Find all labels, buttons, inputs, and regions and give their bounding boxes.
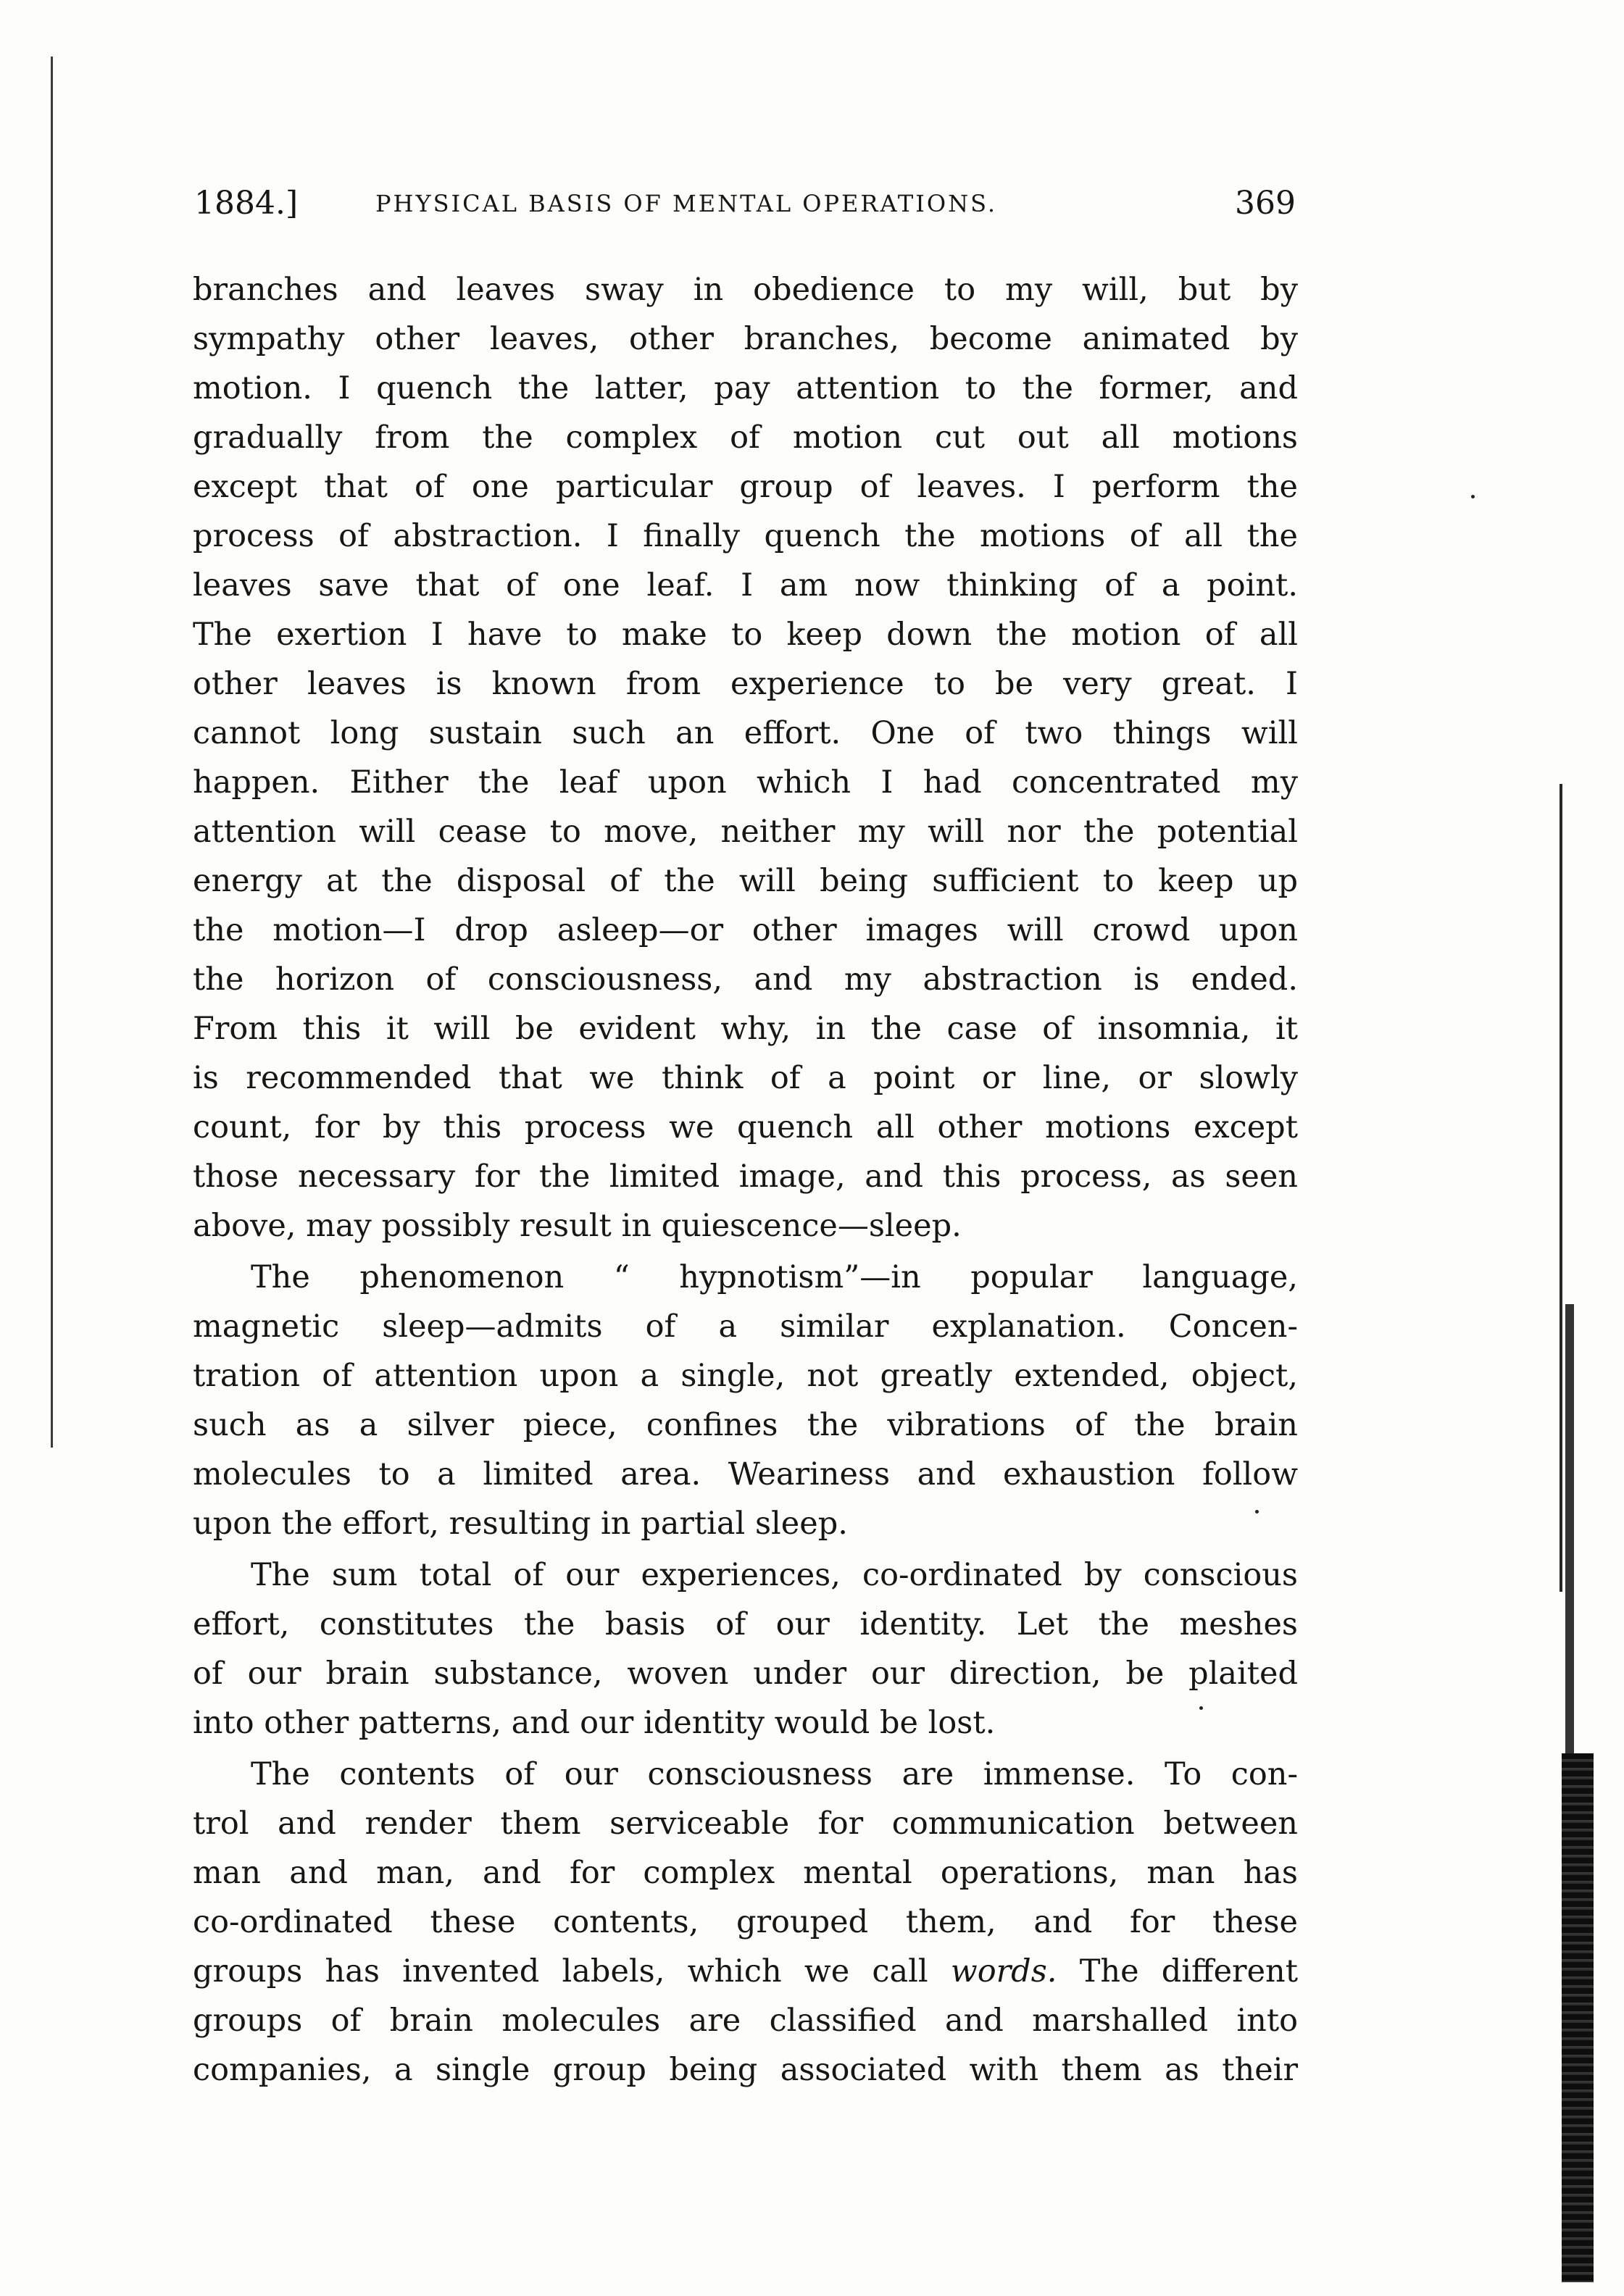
page-number: 369 — [1235, 185, 1296, 222]
text-line: From this it will be evident why, in the case of insomnia, it — [193, 1011, 1298, 1047]
text-line: leaves save that of one leaf. I am now thinking of a point. — [193, 567, 1298, 604]
text-line: molecules to a limited area. Weariness and exhaustion follow — [193, 1456, 1298, 1493]
ink-speck — [1471, 495, 1475, 498]
text-line: trol and render them serviceable for communication between — [193, 1806, 1298, 1842]
text-line: effort, constitutes the basis of our identity. Let the meshes — [193, 1606, 1298, 1642]
text-line: the horizon of consciousness, and my abstraction is ended. — [193, 961, 1298, 998]
running-header — [194, 178, 1296, 229]
italic-term: words. — [950, 1953, 1057, 1990]
text-line-segment: groups has invented labels, which we call — [193, 1953, 928, 1990]
text-line: above, may possibly result in quiescence—sleep. — [193, 1208, 962, 1244]
header-year: 1884.] — [194, 185, 299, 222]
text-line: companies, a single group being associated with them as their — [193, 2052, 1298, 2088]
text-line: magnetic sleep—admits of a similar explanation. Concen- — [193, 1308, 1298, 1345]
text-line: motion. I quench the latter, pay attention to the former, and — [193, 370, 1298, 406]
text-line: energy at the disposal of the will being sufficient to keep up — [193, 863, 1298, 899]
text-line: other leaves is known from experience to be very great. I — [193, 666, 1298, 702]
text-line: cannot long sustain such an effort. One of two things will — [193, 715, 1298, 751]
text-line: The contents of our consciousness are immense. To con- — [251, 1756, 1298, 1792]
text-line: such as a silver piece, confines the vibrations of the brain — [193, 1407, 1298, 1443]
header-title: PHYSICAL BASIS OF MENTAL OPERATIONS. — [375, 190, 998, 217]
text-line: The exertion I have to make to keep down the motion of all — [193, 617, 1298, 653]
text-line: count, for by this process we quench all other motions except — [193, 1109, 1298, 1145]
text-line: is recommended that we think of a point or line, or slowly — [193, 1060, 1298, 1096]
text-line: process of abstraction. I finally quench the motions of all the — [193, 518, 1298, 554]
text-line: The sum total of our experiences, co-ordinated by conscious — [251, 1557, 1298, 1593]
right-edge-binding-shadow — [1560, 784, 1562, 1592]
text-line: co-ordinated these contents, grouped them, and for these — [193, 1904, 1298, 1940]
text-line: groups of brain molecules are classified and marshalled into — [193, 2003, 1298, 2039]
text-line: happen. Either the leaf upon which I had concentrated my — [193, 764, 1298, 801]
text-line: those necessary for the limited image, and this process, as seen — [193, 1159, 1298, 1195]
text-line: upon the effort, resulting in partial sleep. — [193, 1506, 848, 1542]
text-line: except that of one particular group of leaves. I perform the — [193, 469, 1298, 505]
text-line — [193, 1947, 1298, 1996]
text-line: branches and leaves sway in obedience to my will, but by — [193, 272, 1298, 308]
text-line: attention will cease to move, neither my will nor the potential — [193, 814, 1298, 850]
text-line: gradually from the complex of motion cut out all motions — [193, 419, 1298, 456]
body-text — [193, 265, 1298, 2095]
text-line-segment: The different — [1079, 1953, 1299, 1990]
text-line: the motion—I drop asleep—or other images will crowd upon — [193, 912, 1298, 948]
text-line: man and man, and for complex mental operations, man has — [193, 1855, 1298, 1891]
text-line: of our brain substance, woven under our direction, be plaited — [193, 1656, 1298, 1692]
text-line: tration of attention upon a single, not greatly extended, object, — [193, 1358, 1298, 1394]
text-line: into other patterns, and our identity would be lost. — [193, 1705, 996, 1741]
text-line: sympathy other leaves, other branches, become animated by — [193, 321, 1298, 357]
right-edge-binding-shadow-thick — [1562, 1753, 1594, 2282]
right-edge-binding-shadow-mid — [1565, 1304, 1574, 1753]
text-line: The phenomenon “ hypnotism”—in popular language, — [251, 1259, 1298, 1295]
left-margin-rule — [51, 57, 53, 1448]
